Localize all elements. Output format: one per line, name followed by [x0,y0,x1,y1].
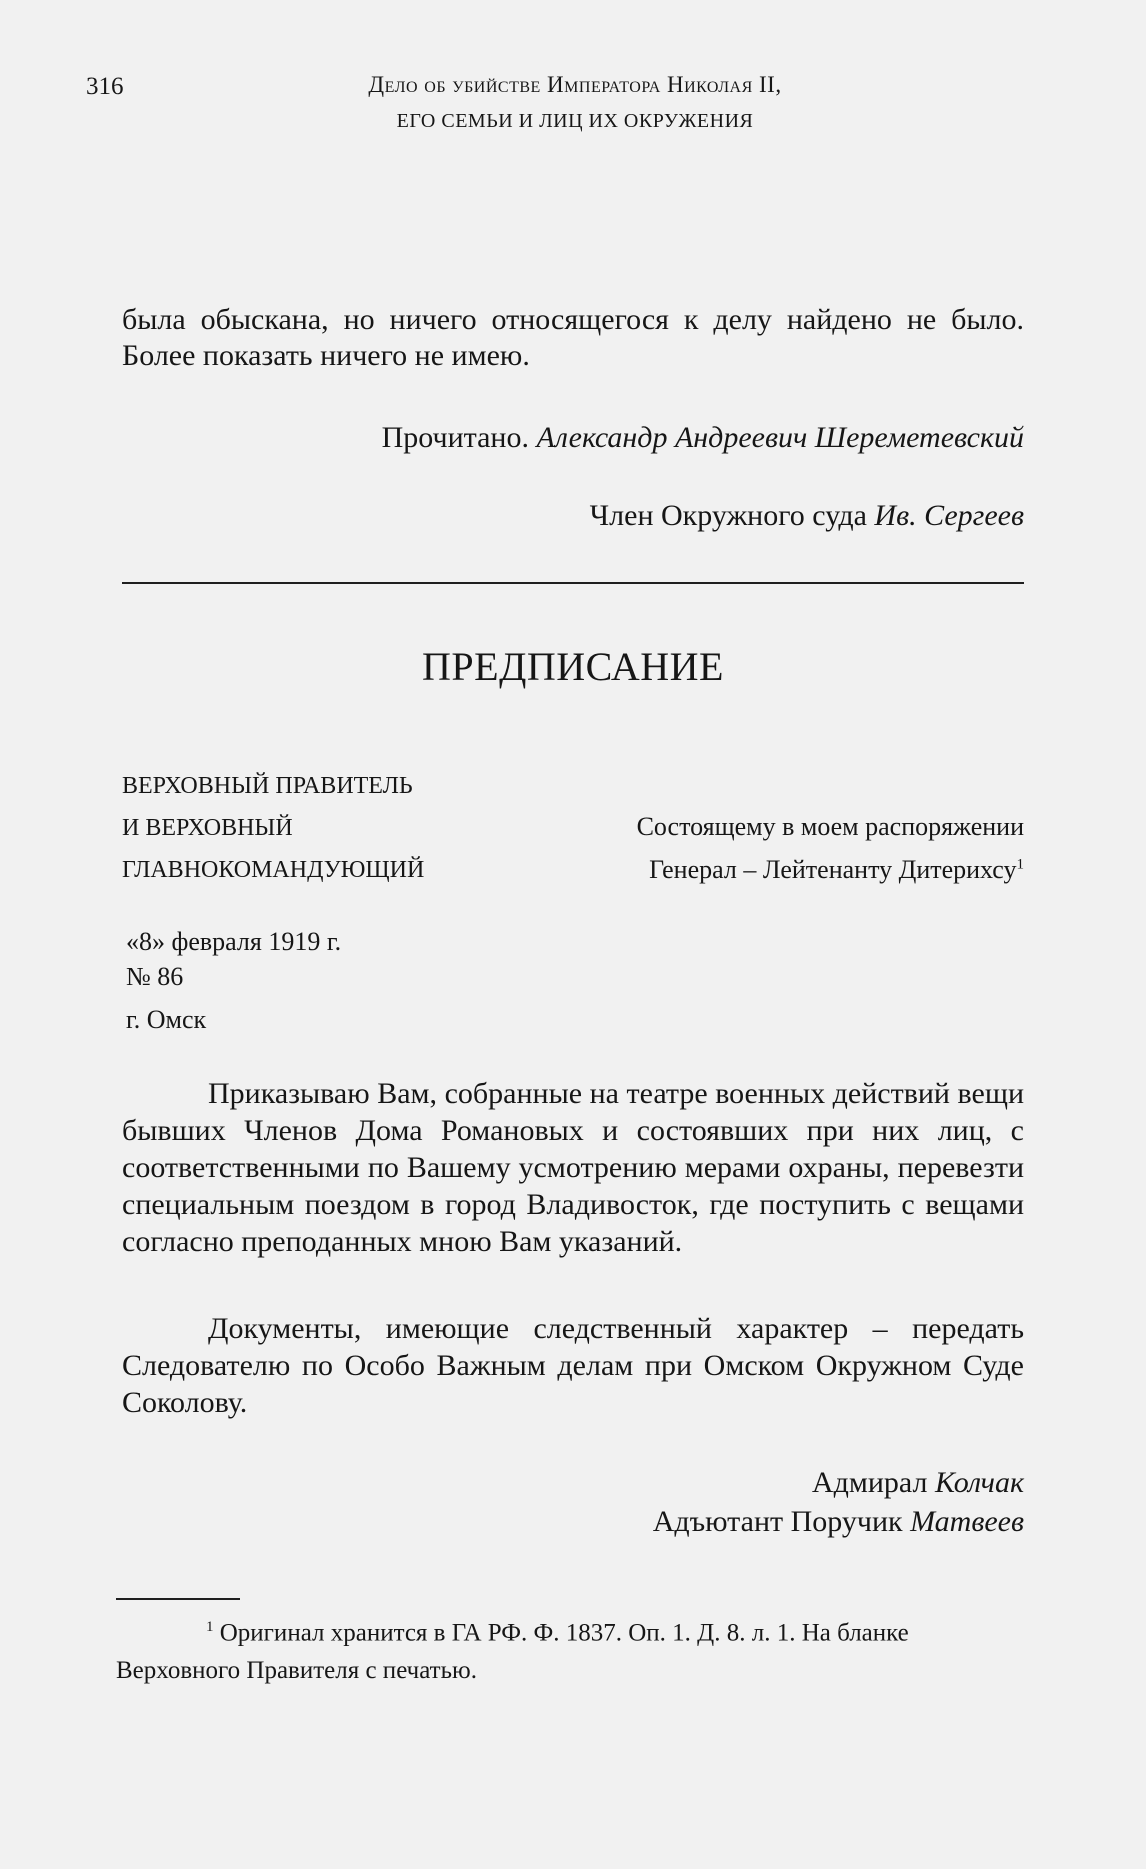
read-name: Александр Андреевич Шереметевский [536,421,1024,454]
footnote-divider [116,1598,240,1600]
adjutant-name: Матвеев [910,1505,1024,1538]
order-place: г. Омск [126,1005,207,1034]
footnote-reference: 1 [1016,856,1024,873]
read-signature [122,420,1024,456]
running-title-line2-text: ЕГО СЕМЬИ И ЛИЦ ИХ ОКРУЖЕНИЯ [396,110,754,132]
issuer-line1: ВЕРХОВНЫЙ ПРАВИТЕЛЬ [122,773,413,799]
admiral-label: Адмирал [811,1466,928,1499]
court-member-signature [122,498,1024,534]
read-label: Прочитано. [381,421,529,454]
issuer-line2: И ВЕРХОВНЫЙ [122,815,293,841]
court-member-name: Ив. Сергеев [874,499,1024,532]
running-title-line1: Дело об убийстве Императора Николая II, [368,72,782,97]
running-title-line2 [240,110,910,133]
order-paragraph-1: Приказываю Вам, собранные на театре военных действий вещи бывших Членов Дома Романовых и состоявших при них лиц, с соответственными по Вашему усмотрению мерами охраны, перевезти специальным поездом в город Владивосток, где поступить с вещами согласно преподанных мною Вам указаний. [122,1077,1024,1258]
footnote-text: Оригинал хранится в ГА РФ. Ф. 1837. Оп. 1. Д. 8. л. 1. На бланке Верховного Правителя с печатью. [116,1619,909,1685]
addressee-line2-text: Генерал – Лейтенанту Дитерихсу [649,855,1017,884]
addressee-line1: Состоящему в моем распоряжении [636,812,1024,841]
section-divider [122,582,1024,584]
protocol-closing-paragraph: была обыскана, но ничего относящегося к делу найдено не было. Более показать ничего не имею. [122,303,1024,372]
page-number: 316 [86,73,124,100]
addressee-line2 [649,855,1024,885]
adjutant-label: Адъютант Поручик [652,1505,903,1538]
admiral-name: Колчак [934,1466,1024,1499]
footnote-mark: 1 [206,1619,214,1635]
order-date: «8» февраля 1919 г. [126,927,342,956]
order-number: № 86 [126,962,184,991]
order-title: ПРЕДПИСАНИЕ [422,644,724,689]
court-member-label: Член Окружного суда [589,499,867,532]
adjutant-signature [122,1504,1024,1540]
issuer-line3: ГЛАВНОКОМАНДУЮЩИЙ [122,857,425,883]
admiral-signature [122,1465,1024,1501]
order-paragraph-2: Документы, имеющие следственный характер – передать Следователю по Особо Важным делам при Омском Окружном Суде Соколову. [122,1312,1024,1419]
footnote [116,1608,1024,1690]
